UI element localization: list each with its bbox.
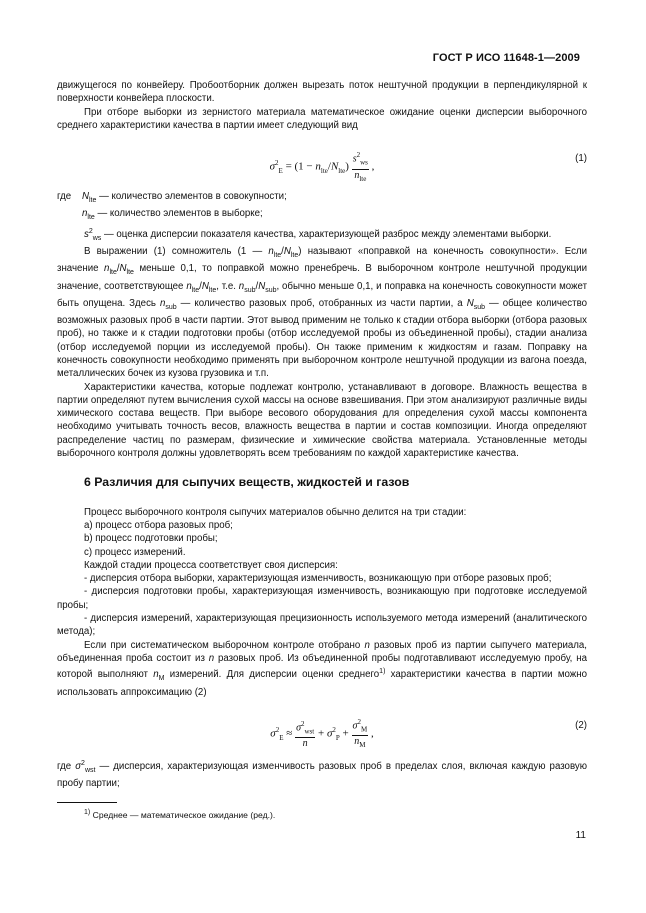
paragraph: Если при систематическом выборочном контроле отобрано n разовых проб из партии сыпучего материала, объединенная проба состоит из n разовых проб. Из объединенной пробы подготавливают исследуемую пробу, на которой выполняют $n_M$ измерений. Для дисперсии оценки среднего$^{1)}$ характеристики качества в партии можно использовать аппроксимацию (2) — [57, 639, 588, 698]
page-content — [57, 79, 587, 791]
paragraph: Процесс выборочного контроля сыпучих материалов обычно делится на три стадии: — [84, 506, 467, 518]
footnote-rule — [57, 802, 117, 803]
definition-lead: где — [57, 191, 72, 203]
list-item: - дисперсия измерений, характеризующая прецизионность используемого метода измерений (аналитического метода); — [57, 613, 587, 638]
definition-row: где $N_{lte}$ — количество элементов в совокупности; — [57, 190, 587, 207]
page-number: 11 — [575, 830, 586, 841]
footnote-text: Среднее — математическое ожидание (ред.). — [90, 809, 276, 820]
section-heading: 6 Различия для сыпучих веществ, жидкостей и газов — [84, 475, 410, 490]
definition-row: $s^2_{ws}$ — оценка дисперсии показателя качества, характеризующей разброс между элементами выборки. — [84, 227, 552, 242]
paragraph: Характеристики качества, которые подлежат контролю, устанавливают в договоре. Влажность вещества в партии определяют путем вычисления сухой массы на основе взвешивания. При этом анализируют различные виды химического состава веществ. При выборе весового оборудования для определения сухой массы компонента необходимо учитывать точность весов, влажность вещества в партии и состав композиции. Иногда определяют распределение частиц по размерам, физические и химические свойства материала. Установленные методы выборочного контроля должны удовлетворять всем требованиям по каждой характеристике качества. — [57, 381, 587, 460]
list-item: - дисперсия подготовки пробы, характеризующая изменчивость, возникающую при подготовке исследуемой пробы; — [57, 586, 587, 611]
list-item: c) процесс измерений. — [84, 546, 186, 558]
list-item: b) процесс подготовки пробы; — [84, 533, 218, 545]
definition-text: — количество элементов в совокупности; — [96, 191, 287, 203]
formula-2-number: (2) — [575, 719, 587, 731]
definition-text: — оценка дисперсии показателя качества, характеризующей разброс между элементами выборки. — [101, 228, 552, 240]
paragraph: где $\sigma^2_{wst}$ — дисперсия, характеризующая изменчивость разовых проб в пределах слоя, включая каждую разовую пробу партии; — [57, 759, 587, 790]
formula-1-number: (1) — [575, 153, 587, 165]
footnote-reference: 1) — [379, 668, 386, 676]
list-item: a) процесс отбора разовых проб; — [84, 519, 233, 531]
paragraph: В выражении (1) сомножитель (1 — $n_{lte}/N_{lte}$) называют «поправкой на конечность совокупности». Если значение $n_{lte}/N_{lte}$ меньше 0,1, то поправкой можно пренебречь. В выборочном контроле нештучной продукции значение, соответствующее $n_{lte}/N_{lte}$, т.е. $n_{sub}/N_{sub}$, обычно меньше 0,1, и поправка на конечность совокупности может быть опущена. Здесь $n_{sub}$ — количество разовых проб, отобранных из части партии, а $N_{sub}$ — общее количество возможных разовых проб в части партии. Этот вывод применим не только к стадии отбора выборки (отбора разовых проб), но также и к стадии подготовки пробы (отбор исследуемой пробы из объединенной пробы), стадии анализа (отбор исследуемой порции из исследуемой пробы). Он также применим к жидкостям и газам. Поправку на конечность совокупности необходимо применять при выборочном контроле нештучной продукции из вагона поезда, металлических бочек из кузова грузовика и т.п. — [57, 246, 588, 380]
document-header: ГОСТ Р ИСО 11648-1—2009 — [432, 52, 580, 64]
paragraph: движущегося по конвейеру. Пробоотборник должен вырезать поток нештучной продукции в перпендикулярной к поверхности конвейера плоскости. — [57, 80, 587, 105]
formula-2-expression: $\sigma^2_E$ ≈ $\frac{\sigma^2_{wst}}{n}$ + $\sigma^2_P$ + $\frac{\sigma^2_M}{n_M}$ , — [270, 717, 374, 750]
footnote — [84, 809, 275, 820]
list-item: - дисперсия отбора выборки, характеризующая изменчивость, возникающую при отборе разовых проб; — [84, 573, 552, 585]
paragraph: Каждой стадии процесса соответствует своя дисперсия: — [84, 559, 338, 571]
footnote-mark: 1) — [84, 809, 91, 816]
formula-1 — [57, 142, 587, 183]
definition-text: — количество элементов в выборке; — [94, 208, 263, 220]
formula-2 — [57, 709, 587, 750]
definitions-1 — [57, 190, 587, 245]
paragraph: При отборе выборки из зернистого материала математическое ожидание оценки дисперсии выборочного среднего характеристики качества в партии имеет следующий вид — [57, 106, 587, 131]
formula-1-expression: $\sigma^2_E = (1 - n_{lte}/N_{lte})$ $\frac{s^2_{ws}}{n_{lte}}$ , — [269, 151, 375, 183]
definition-row: $n_{lte}$ — количество элементов в выборке; — [82, 208, 263, 222]
